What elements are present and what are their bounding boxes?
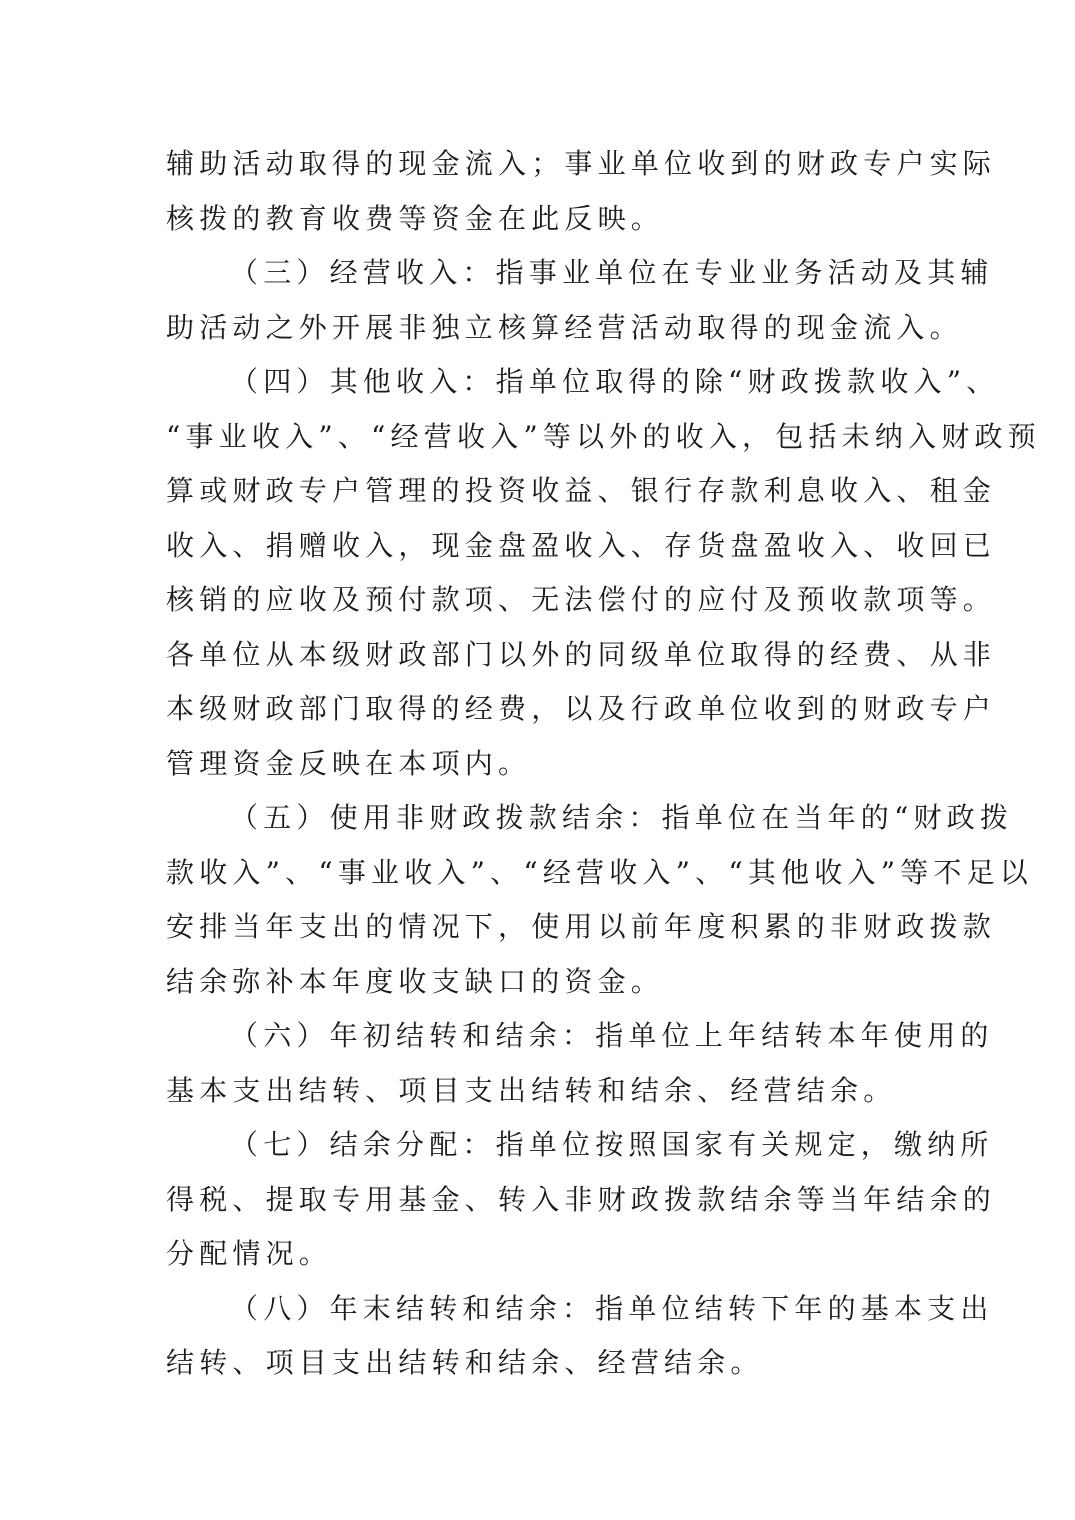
text-line: 得税、提取专用基金、转入非财政拨款结余等当年结余的 (166, 1182, 997, 1216)
text-line: 算或财政专户管理的投资收益、银行存款利息收入、租金 (166, 474, 997, 507)
text-line: 结转、项目支出结转和结余、经营结余。 (166, 1346, 764, 1379)
section-three-heading-line: （三）经营收入：指事业单位在专业业务活动及其辅 (230, 256, 994, 289)
text-line: 本级财政部门取得的经费，以及行政单位收到的财政专户 (166, 692, 997, 725)
section-four-heading-line: （四）其他收入：指单位取得的除“财政拨款收入”、 (230, 365, 1000, 398)
text-line: 基本支出结转、项目支出结转和结余、经营结余。 (166, 1073, 897, 1107)
text-line: 管理资金反映在本项内。 (166, 746, 532, 780)
section-eight-heading-line: （八）年末结转和结余：指单位结转下年的基本支出 (230, 1291, 994, 1325)
text-line: 分配情况。 (166, 1237, 333, 1270)
document-body (166, 137, 1041, 1391)
text-line: 各单位从本级财政部门以外的同级单位取得的经费、从非 (166, 637, 997, 671)
text-line: “事业收入”、“经营收入”等以外的收入，包括未纳入财政预 (166, 419, 1041, 453)
text-line: 结余弥补本年度收支缺口的资金。 (166, 964, 665, 998)
section-seven-heading-line: （七）结余分配：指单位按照国家有关规定，缴纳所 (230, 1128, 994, 1161)
text-line: 辅助活动取得的现金流入；事业单位收到的财政专户实际 (166, 147, 997, 180)
text-line: 核销的应收及预付款项、无法偿付的应付及预收款项等。 (166, 583, 997, 616)
text-line: 核拨的教育收费等资金在此反映。 (166, 201, 665, 235)
text-line: 安排当年支出的情况下，使用以前年度积累的非财政拨款 (166, 910, 997, 943)
text-line: 助活动之外开展非独立核算经营活动取得的现金流入。 (166, 310, 963, 344)
section-five-heading-line: （五）使用非财政拨款结余：指单位在当年的“财政拨 (230, 801, 1014, 834)
section-six-heading-line: （六）年初结转和结余：指单位上年结转本年使用的 (230, 1019, 994, 1052)
text-line: 款收入”、“事业收入”、“经营收入”、“其他收入”等不足以 (166, 855, 1034, 889)
text-line: 收入、捐赠收入，现金盘盈收入、存货盘盈收入、收回已 (166, 528, 997, 562)
